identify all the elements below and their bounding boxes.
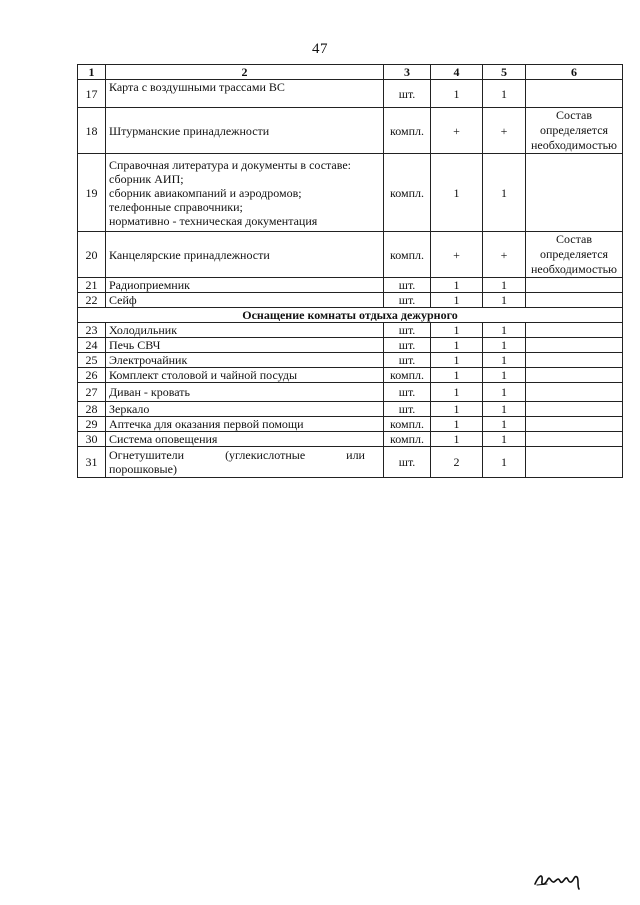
table-row — [78, 432, 623, 447]
quantity-col-5: 1 — [483, 368, 526, 383]
item-name-line: Аптечка для оказания первой помощи — [109, 417, 304, 431]
unit-cell: компл. — [384, 232, 431, 278]
header-col-2: 2 — [106, 65, 384, 80]
quantity-col-4: + — [431, 232, 483, 278]
item-name — [106, 278, 384, 293]
quantity-col-4: 1 — [431, 383, 483, 402]
item-name-line: Диван - кровать — [109, 385, 190, 399]
row-number: 18 — [78, 108, 106, 154]
unit-cell: шт. — [384, 293, 431, 308]
unit-cell: шт. — [384, 80, 431, 108]
table-row — [78, 154, 623, 232]
unit-cell: компл. — [384, 417, 431, 432]
unit-cell: компл. — [384, 368, 431, 383]
table-row — [78, 447, 623, 478]
signature-mark — [533, 867, 583, 891]
unit-cell: компл. — [384, 108, 431, 154]
table-row — [78, 417, 623, 432]
item-name — [106, 108, 384, 154]
note-cell — [526, 278, 623, 293]
note-cell — [526, 154, 623, 232]
item-name — [106, 338, 384, 353]
item-name-line: Холодильник — [109, 323, 178, 337]
item-name — [106, 447, 384, 478]
item-name — [106, 80, 384, 108]
table-row — [78, 338, 623, 353]
row-number: 21 — [78, 278, 106, 293]
table-row — [78, 293, 623, 308]
table-row — [78, 80, 623, 108]
quantity-col-5: 1 — [483, 338, 526, 353]
quantity-col-4: 1 — [431, 80, 483, 108]
quantity-col-5: 1 — [483, 402, 526, 417]
quantity-col-5: + — [483, 108, 526, 154]
table-row — [78, 278, 623, 293]
item-name — [106, 293, 384, 308]
item-name-line: Канцелярские принадлежности — [109, 247, 270, 262]
item-name-line: Система оповещения — [109, 432, 218, 446]
table-row — [78, 108, 623, 154]
row-number: 20 — [78, 232, 106, 278]
note-cell — [526, 383, 623, 402]
row-number: 19 — [78, 154, 106, 232]
unit-cell: шт. — [384, 338, 431, 353]
item-name — [106, 432, 384, 447]
table-body — [78, 80, 623, 478]
header-col-3: 3 — [384, 65, 431, 80]
quantity-col-5: 1 — [483, 154, 526, 232]
note-cell — [526, 417, 623, 432]
note-line: определяется — [539, 247, 609, 261]
item-name-line: Электрочайник — [109, 353, 188, 367]
note-line: определяется — [539, 123, 609, 137]
page-number: 47 — [312, 41, 328, 57]
unit-cell: шт. — [384, 383, 431, 402]
note-cell — [526, 323, 623, 338]
table-row — [78, 368, 623, 383]
note-line: Состав — [555, 108, 592, 122]
row-number: 27 — [78, 383, 106, 402]
item-name-line: Зеркало — [109, 402, 150, 416]
item-name-line: нормативно - техническая документация — [109, 213, 318, 228]
row-number: 26 — [78, 368, 106, 383]
note-cell — [526, 80, 623, 108]
note-cell — [526, 293, 623, 308]
note-line: необходимостью — [530, 262, 618, 276]
table-row — [78, 402, 623, 417]
quantity-col-4: 1 — [431, 278, 483, 293]
item-name — [106, 368, 384, 383]
header-row — [78, 65, 623, 80]
quantity-col-4: 1 — [431, 353, 483, 368]
table-row — [78, 383, 623, 402]
header-col-6: 6 — [526, 65, 623, 80]
table-row — [78, 353, 623, 368]
quantity-col-5: 1 — [483, 80, 526, 108]
unit-cell: шт. — [384, 278, 431, 293]
unit-cell: компл. — [384, 432, 431, 447]
item-name — [106, 232, 384, 278]
quantity-col-5: 1 — [483, 447, 526, 478]
table-row — [78, 323, 623, 338]
item-name-line: сборник АИП; — [109, 171, 184, 186]
row-number: 31 — [78, 447, 106, 478]
header-col-1: 1 — [78, 65, 106, 80]
item-name — [106, 323, 384, 338]
quantity-col-5: 1 — [483, 417, 526, 432]
row-number: 23 — [78, 323, 106, 338]
equipment-table — [77, 64, 623, 478]
quantity-col-4: 1 — [431, 402, 483, 417]
quantity-col-4: 2 — [431, 447, 483, 478]
item-name-line: Штурманские принадлежности — [109, 123, 270, 138]
table-row — [78, 232, 623, 278]
note-cell — [526, 338, 623, 353]
note-line: Состав — [555, 232, 592, 246]
quantity-col-5: 1 — [483, 383, 526, 402]
unit-cell: компл. — [384, 154, 431, 232]
unit-cell: шт. — [384, 402, 431, 417]
item-name — [106, 402, 384, 417]
quantity-col-5: 1 — [483, 293, 526, 308]
row-number: 29 — [78, 417, 106, 432]
quantity-col-5: 1 — [483, 323, 526, 338]
note-cell — [526, 432, 623, 447]
item-name-line: телефонные справочники; — [109, 199, 243, 214]
note-cell — [526, 353, 623, 368]
quantity-col-4: 1 — [431, 293, 483, 308]
item-name-line: Печь СВЧ — [109, 338, 161, 352]
quantity-col-5: 1 — [483, 432, 526, 447]
quantity-col-4: + — [431, 108, 483, 154]
item-name-line: Комплект столовой и чайной посуды — [109, 368, 298, 382]
item-name — [106, 353, 384, 368]
note-cell — [526, 402, 623, 417]
quantity-col-5: 1 — [483, 278, 526, 293]
note-cell — [526, 447, 623, 478]
unit-cell: шт. — [384, 353, 431, 368]
header-col-4: 4 — [431, 65, 483, 80]
note-cell — [526, 368, 623, 383]
quantity-col-4: 1 — [431, 417, 483, 432]
row-number: 28 — [78, 402, 106, 417]
item-name-line: Радиоприемник — [109, 278, 190, 292]
quantity-col-4: 1 — [431, 323, 483, 338]
quantity-col-4: 1 — [431, 338, 483, 353]
row-number: 24 — [78, 338, 106, 353]
unit-cell: шт. — [384, 447, 431, 478]
section-header-row — [78, 308, 623, 323]
note-cell — [526, 108, 623, 154]
item-name-line: порошковые) — [109, 462, 177, 476]
unit-cell: шт. — [384, 323, 431, 338]
item-name — [106, 154, 384, 232]
row-number: 30 — [78, 432, 106, 447]
quantity-col-4: 1 — [431, 432, 483, 447]
item-name-line: Огнетушители (углекислотные или — [109, 448, 365, 462]
row-number: 22 — [78, 293, 106, 308]
item-name-line: Карта с воздушными трассами ВС — [109, 80, 285, 94]
item-name — [106, 383, 384, 402]
quantity-col-5: + — [483, 232, 526, 278]
section-title: Оснащение комнаты отдыха дежурного — [78, 308, 623, 323]
item-name-line: Справочная литература и документы в составе: — [109, 157, 352, 172]
item-name-line: Сейф — [109, 293, 137, 307]
note-cell — [526, 232, 623, 278]
quantity-col-4: 1 — [431, 154, 483, 232]
row-number: 25 — [78, 353, 106, 368]
item-name-line: сборник авиакомпаний и аэродромов; — [109, 185, 302, 200]
note-line: необходимостью — [530, 138, 618, 152]
quantity-col-5: 1 — [483, 353, 526, 368]
quantity-col-4: 1 — [431, 368, 483, 383]
row-number: 17 — [78, 80, 106, 108]
item-name — [106, 417, 384, 432]
header-col-5: 5 — [483, 65, 526, 80]
